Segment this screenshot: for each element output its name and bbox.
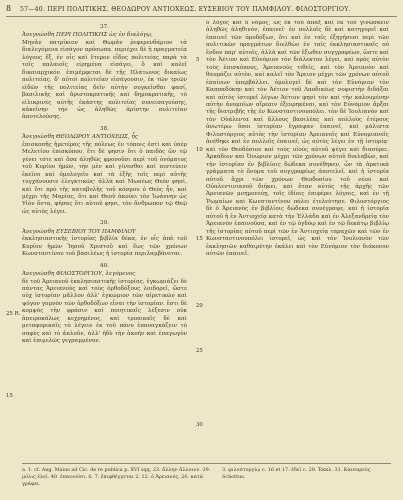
- body-paragraph: Μηνᾶν πατρίκιον καὶ Θωμᾶν ῥεφερενδάριον τὰ διαλεγόμενα εἰσάγον πρόσωπα. περιέχει δὲ ἡ πραγματεία λόγους ἕξ, ἐν οἷς καὶ ἕτερον εἶδος πολιτείας παρὰ τὰ τοῖς παλαιοῖς εἰρημένα εἰσάγει, ὃ καὶ καλεῖ δικαιαρχικόν. ἐπιμέμφεται δὲ τῆς Πλάτωνος δικαίως πολιτείας. δ' αὐτοὶ πολιτείαν εἰσάγουσιν, ἐκ τῶν τριῶν εἰδῶν τῆς πολιτείας δεῖν αὐτὴν συγκεῖσθαι φασί, βασιλικῆς καὶ ἀριστοκρατικῆς καὶ δημοκρατικῆς, τὸ εἰλικρινὲς αὐτῆς ἑκάστης πολιτείας συνεισαγούσης, κἀκείνην τὴν ὡς ἀληθῶς ἀρίστην πολιτείαν ἀποτελούσης.: [22, 39, 187, 121]
- section-number: 37.: [100, 24, 109, 30]
- line-number-left: 15: [6, 392, 13, 399]
- section-number: 40.: [100, 262, 109, 269]
- line-number-left: 25 R.: [6, 310, 21, 317]
- section-heading: Ἀνεγνώσθη ΕΥΣΕΒΙΟΥ ΤΟΥ ΠΑΜΦΙΛΟΥ: [22, 228, 136, 235]
- left-column: [22, 20, 187, 346]
- line-number-right: 30: [196, 422, 203, 429]
- right-column: [206, 20, 389, 259]
- footnote-column-b: 3. φιλοστοργίῳ c. 16 et 17. ἐδεῖ c. 29. Ἐκκλ. 31. Καισαρεύς Schottus.: [222, 467, 371, 480]
- header-rule: [6, 16, 397, 17]
- body-paragraph: ἐκκλησιαστικῆς ἱστορίας βιβλία δέκα, ἐν οἷς ἀπὸ τοῦ Κυρίου ἡμῶν Ἰησοῦ Χριστοῦ καὶ ἕως τῶν χρόνων Κωνσταντίνου τοῦ βασιλέως ἡ ἱστορία περιλαμβάνεται.: [22, 236, 187, 258]
- body-paragraph: ἐπισκοπῆς ἡμετέρας τῆς πόλεως ἐν τόποις ἐστὶ καὶ ὑπὲρ Μελετίου ἐπισκόπου, ἔτι δὲ φησιν ὅτι ὁ παιδὸς ὤν τῷ γένει τότε καὶ ὅσα ἀληθῶς φρονοῦσι περὶ τοῦ ὀνόματος τοῦ Κυρίου ἡμῶν, τὴν μὲν καὶ γίνεσθαι καὶ πιστεύειν ἐκεῖνο καὶ ὁμολογεῖν καὶ τὰ ἑξῆς τοῖς περὶ αὐτῆς τυγχάνουσιν ἐλεγκτικῶς· ἀλλὰ καὶ Μωσέως Θεὸν φησὶ, καὶ ὅτι πρὸ τῆς καταβολῆς τοῦ κόσμου ὁ Θεὸς ἦν, καὶ μέχρι τῆς Μαρίας, ὅτι καὶ Θεοῦ ἀκούει τὸν Ἰωάννην ὡς Υἱὸν ὄντα, φήσας ὅτι αὐτοῦ φησι, τὸν ἄνθρωπον τῷ Θεῷ ὡς αὐτὸς λέγει.: [22, 141, 187, 215]
- line-number-right: 15: [196, 236, 203, 243]
- body-paragraph: ὁ λόγος καὶ ὁ νόμος, ὡς ἐκ τοῦ ἁπαξ καὶ ἐκ τοῦ γινώσκειν ἀληθῶς ἀληθινόν, ἐπαινεῖ· ἐν πολλοῖς δὲ καὶ κατηγορεῖ καὶ ἐπαινεῖ τῶν ὁμοδόξων, ὅτι καὶ ἐν ταῖς ἐξηγήσεσι περὶ τῶν πολιτικῶν πραγμάτων διελθὼν ἐν ταῖς ἐκκλησιαστικαῖς οὐ ἔνδον παρ' αὐτοῖς, ἀλλὰ καὶ τῶν ἔξωθεν συγγραφέων, ὥστε καὶ τὸν Ἀέτιον καὶ Εὐνόμιον τὸν διάλεκτον λέγει, καὶ πρὸς αὐτὸν τοὺς ἐπισκόπους, Ἀρειανοὺς τιθεῖς, καὶ τὸν Ἀρειανὸν καὶ θαυμάζει αὐτὸν, καὶ καλεῖ τὸν Ἄρειον μέχρι τῶν χρόνων αὐτοῦ ἐπαίνων ὑπερβάλλει. ὁμολογεῖ δὲ καὶ τὸν Εὐνόμιον τὸν Καππαδόκην καὶ τὸν Ἀέτιον τοῦ Λαοδικέως σοφιστὴν διδάξαι καὶ αὐτὸς ἱστορεῖ λέγων Ἀέτιον φησὶ τὸν καὶ τὴν καλουμένην αὐτὴν ἀνομοίων αἵρεσιν ἐξευρηκέναι, καὶ τὸν Εὐνόμιον ἄρξαι τῆς διατριβῆς τῆς ἐν Κωνσταντινουπόλει. τὸν δὲ Ἰουλιανὸν καὶ τὸν Οὐάλεντα καὶ ἄλλους βασιλέας καὶ πολλοὺς ἑτέρους ἀνωτέρω ὅσοι ἱστορίαν ἔγραψαν ἐπαινεῖ, καὶ μάλιστα Φιλοστόργιος αὐτὸς τὴν ἱστορίαν Ἀρειανοῖς καὶ Εὐνομιανοῖς ἀνέθηκε καὶ ἐν πολλοῖς ἐπαινεῖ, ὡς αὐτὸς λέγει ἐν τῇ ἱστορίᾳ· καὶ τὸν Θεοδόσιον καὶ τοὺς υἱοὺς αὐτοῦ ψέγει καὶ διασύρει. Ἀρκάδιον καὶ Ὁνώριον μέχρι τῶν χρόνων αὐτοῦ διαλαβὼν, καὶ τὴν ἱστορίαν ἐν βιβλίοις δώδεκα συνέθηκεν, ὧν τὰ ἀρκτικὰ γράμματα τὸ ὄνομα τοῦ συγγραφέως ἀποτελεῖ. καὶ ἡ ἱστορία αὐτοῦ ἄχρι τῶν χρόνων Θεοδοσίου τοῦ νέου καὶ Οὐαλεντινιανοῦ διήκει, καὶ ὅταν αὐτὸς τῆς ἀρχῆς τῶν Ἀρειανῶν μνημονεύῃ, τοῖς ἰδίοις ἐπιφέρει λόγοις, καὶ ἐν τῇ Ῥωμαίων καὶ Κωνσταντίνου πόλει ἐτελεύτησε. Φιλοστόργιος δὲ ὁ Ἀρειανὸς ἐν βιβλίοις δώδεκα συνέγραψε, καὶ ἡ ἱστορία αὐτοῦ ἡ ἐν Ἀντιοχείᾳ κατὰ τὴν Ἑλλάδα καὶ ἐν Ἀλεξανδρείᾳ τὸν Ἀρειανὸν ἐπαινοῦσα, καὶ ἐν τῷ ὀγδόῳ καὶ ἐν τῷ δεκάτῳ βιβλίῳ τῆς ἱστορίας αὐτοῦ περὶ τῶν ἐν Ἀντιοχείᾳ ταραχῶν καὶ τῶν ἐν Κωνσταντινουπόλει ἱστορεῖ, ὡς καὶ τὸν Ἰουλιανὸν τῶν ἐκκλησιῶν καθαιρέτην ἐκάλει καὶ τὸν Εὐνόμιον τὸν διάκονον αὐτῶν ἐπαινεῖ.: [206, 20, 389, 258]
- section-heading: Ἀνεγνώσθη ΘΕΟΔΩΡΟΥ ΑΝΤΙΟΧΕΩΣ, ἧς: [22, 134, 138, 141]
- page-number: 8: [6, 4, 12, 13]
- running-head-title: 57—40. ΠΕΡΙ ΠΟΛΙΤΙΚΗΣ. ΘΕΟΔΩΡΟΥ ΑΝΤΙΟΧΕΩΣ. ΕΥΣΕΒΙΟΥ ΤΟΥ ΠΑΜΦΙΛΟΥ. ΦΙΛΟΣΤΟΡΓΙΟΥ.: [20, 6, 351, 13]
- line-number-right: 10: [196, 146, 203, 153]
- line-number-right: 25: [196, 347, 203, 354]
- section-heading: Ἀνεγνώσθη ΦΙΛΟΣΤΟΡΓΙΟΥ, λεγόμενος: [22, 271, 136, 278]
- footnote-column-a: a. 1. cf. Ang. Maius ad Cic. de re publica p. XVI sqq. 23. ἄλλην ἄλλοιον. 29. μόλις ἐλεῖ. 40. ἐπαινοῦσι. 6. 7. ἐπιφθέγγεται 2. 12. ὁ Ἀρειανός. 20. κατὰ γράφει.: [22, 467, 211, 487]
- section-number: 38.: [100, 125, 109, 132]
- line-number-right: 5: [196, 57, 200, 64]
- body-paragraph: δὲ τοῦ Ἀρειανοῦ ἐκκλησιαστικῆς ἱστορίας. ἐγκωμιάζει δὲ πάντας Ἀρειανοὺς καὶ τοὺς ὀρθοδόξους λοιδορεῖ, ὥστε οὐχ ἱστορίαν μᾶλλον ἀλλ' ἐγκώμιον τῶν αἱρετικῶν καὶ ψόγον γυμνὸν τῶν ὀρθοδόξων εἶναι τὴν ἱστορίαν. ἔστι δὲ κομψὸς τὴν φράσιν καὶ ποιητικαῖς λέξεσιν οὐκ ἀπειροκάλως κεχρημένος, καὶ τροπικαῖς δὲ καὶ μεταφορικαῖς τὸ λέγειν ἐκ τοῦ πάνυ ἐπαναγκάζειν τὸ σαφὲς καὶ τὸ ἀπλοῦν, ἀλλ' ἡδὺ τὴν ἀκοὴν καὶ ἐπαγωγὸν καὶ ἐπιμελῶς γεγραμμένον.: [22, 278, 187, 345]
- section-number: 39.: [100, 220, 109, 227]
- footnotes: [22, 463, 391, 498]
- section-heading: Ἀνεγνώσθη ΠΕΡΙ ΠΟΛΙΤΙΚΗΣ ὡς ἐν διαλόγῳ,: [22, 32, 153, 39]
- line-number-right: 20: [196, 303, 203, 310]
